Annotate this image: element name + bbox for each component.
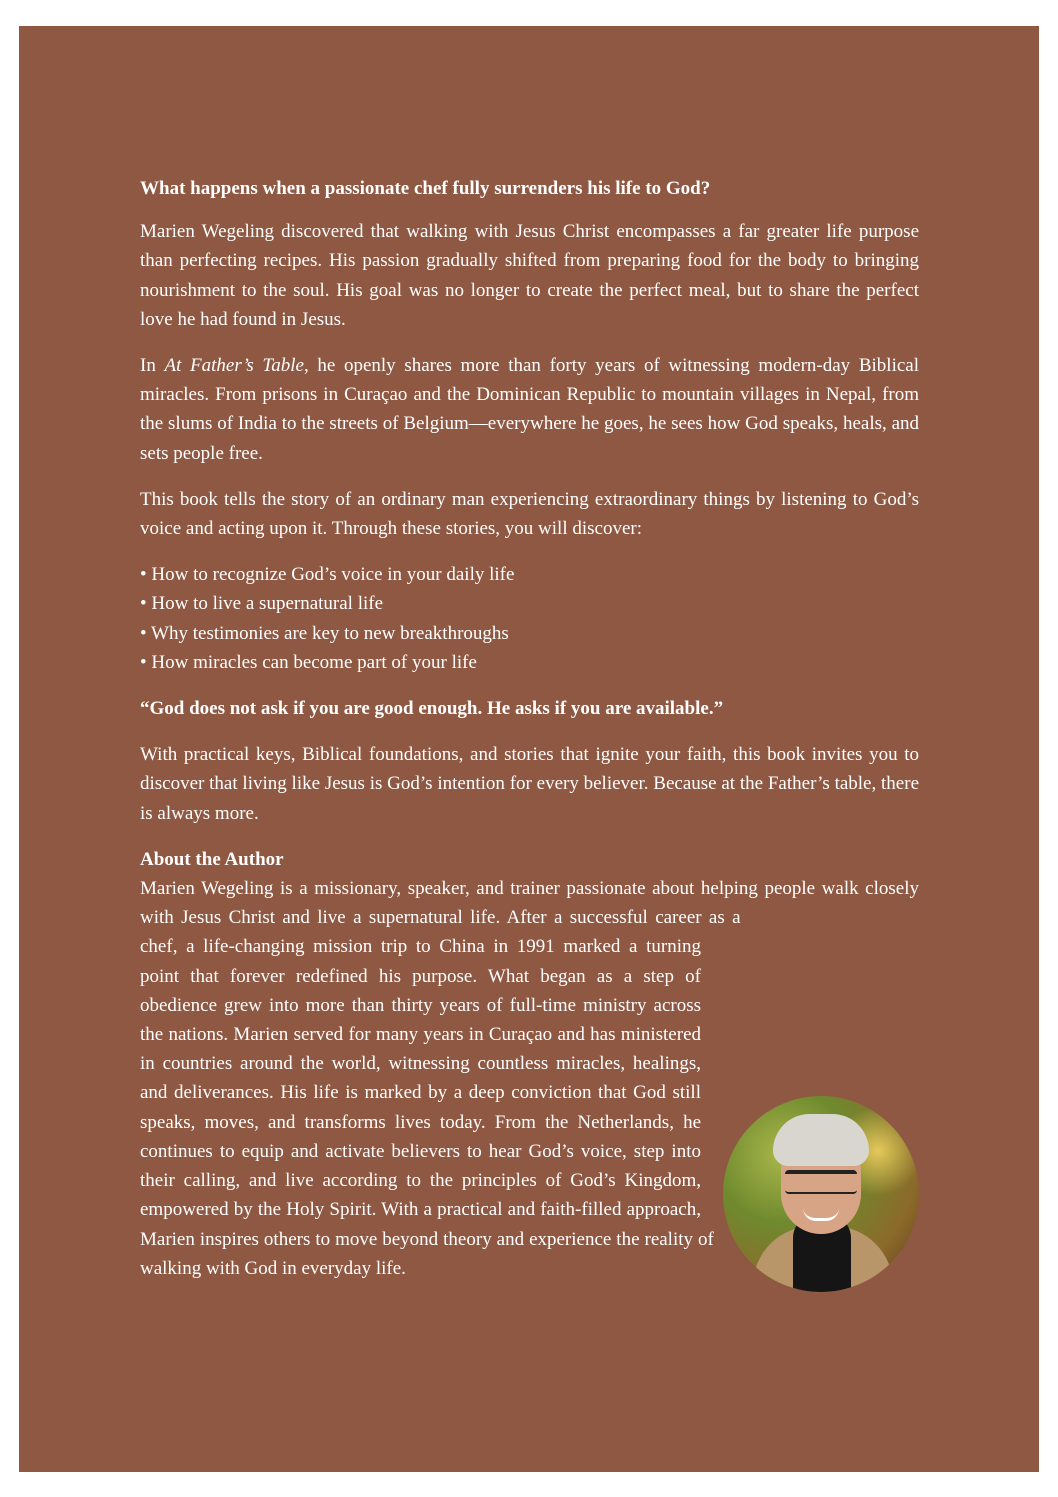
- discover-list: [140, 560, 919, 677]
- author-bio: [140, 874, 919, 1283]
- closing-paragraph: With practical keys, Biblical foundations, and stories that ignite your faith, this book invites you to discover that living like Jesus is God’s intention for every believer. Because at the Father’s table, there is always more.: [140, 744, 919, 824]
- list-item: • How miracles can become part of your life: [140, 651, 477, 673]
- list-item: • How to recognize God’s voice in your daily life: [140, 564, 515, 586]
- blurb-paragraph-1: Marien Wegeling discovered that walking with Jesus Christ encompasses a far greater life purpose than perfecting recipes. His passion gradually shifted from preparing food for the body to bringing nourishment to the soul. His goal was no longer to create the perfect meal, but to share the perfect love he had found in Jesus.: [140, 221, 919, 330]
- blurb-paragraph-3: This book tells the story of an ordinary man experiencing extraordinary things by listening to God’s voice and acting upon it. Through these stories, you will discover:: [140, 488, 919, 540]
- author-photo: [723, 1096, 919, 1292]
- list-item: • Why testimonies are key to new breakthroughs: [140, 622, 509, 644]
- blurb-heading: What happens when a passionate chef fully surrenders his life to God?: [140, 178, 711, 199]
- author-bio-text: Marien Wegeling is a missionary, speaker, and trainer passionate about helping people walk closely with Jesus Christ and live a supernatural life. After a successful career as a chef, a life-changing mission trip to China in 1991 marked a turning point that forever redefined his purpose. What began as a step of obedience grew into more than thirty years of full-time ministry across the nations. Marien served for many years in Curaçao and has ministered in countries around the world, witnessing countless miracles, healings, and deliverances. His life is marked by a deep conviction that God still speaks, moves, and transforms lives today. From the Netherlands, he continues to equip and activate believers to hear God’s voice, step into their calling, and live according to the principles of God’s Kingdom, empowered by the Holy Spirit. With a practical and faith-filled approach, Marien inspires others to move beyond theory and experience the reality of walking with God in everyday life.: [140, 878, 919, 1279]
- pull-quote: “God does not ask if you are good enough. He asks if you are available.”: [140, 698, 724, 720]
- list-item: • How to live a supernatural life: [140, 593, 384, 615]
- p2-rest: , he openly shares more than forty years of witnessing modern-day Biblical miracles. From prisons in Curaçao and the Dominican Republic to mountain villages in Nepal, from the slums of India to the streets of Belgium—everywhere he goes, he sees how God speaks, heals, and sets people free.: [140, 355, 920, 464]
- back-cover-text: [140, 174, 919, 1300]
- p2-prefix: In: [140, 355, 165, 377]
- glasses-icon: [785, 1170, 857, 1194]
- author-heading: About the Author: [140, 848, 284, 870]
- book-title: At Father’s Table: [164, 355, 304, 377]
- photo-hair: [773, 1114, 869, 1166]
- blurb-paragraph-2: [140, 351, 919, 468]
